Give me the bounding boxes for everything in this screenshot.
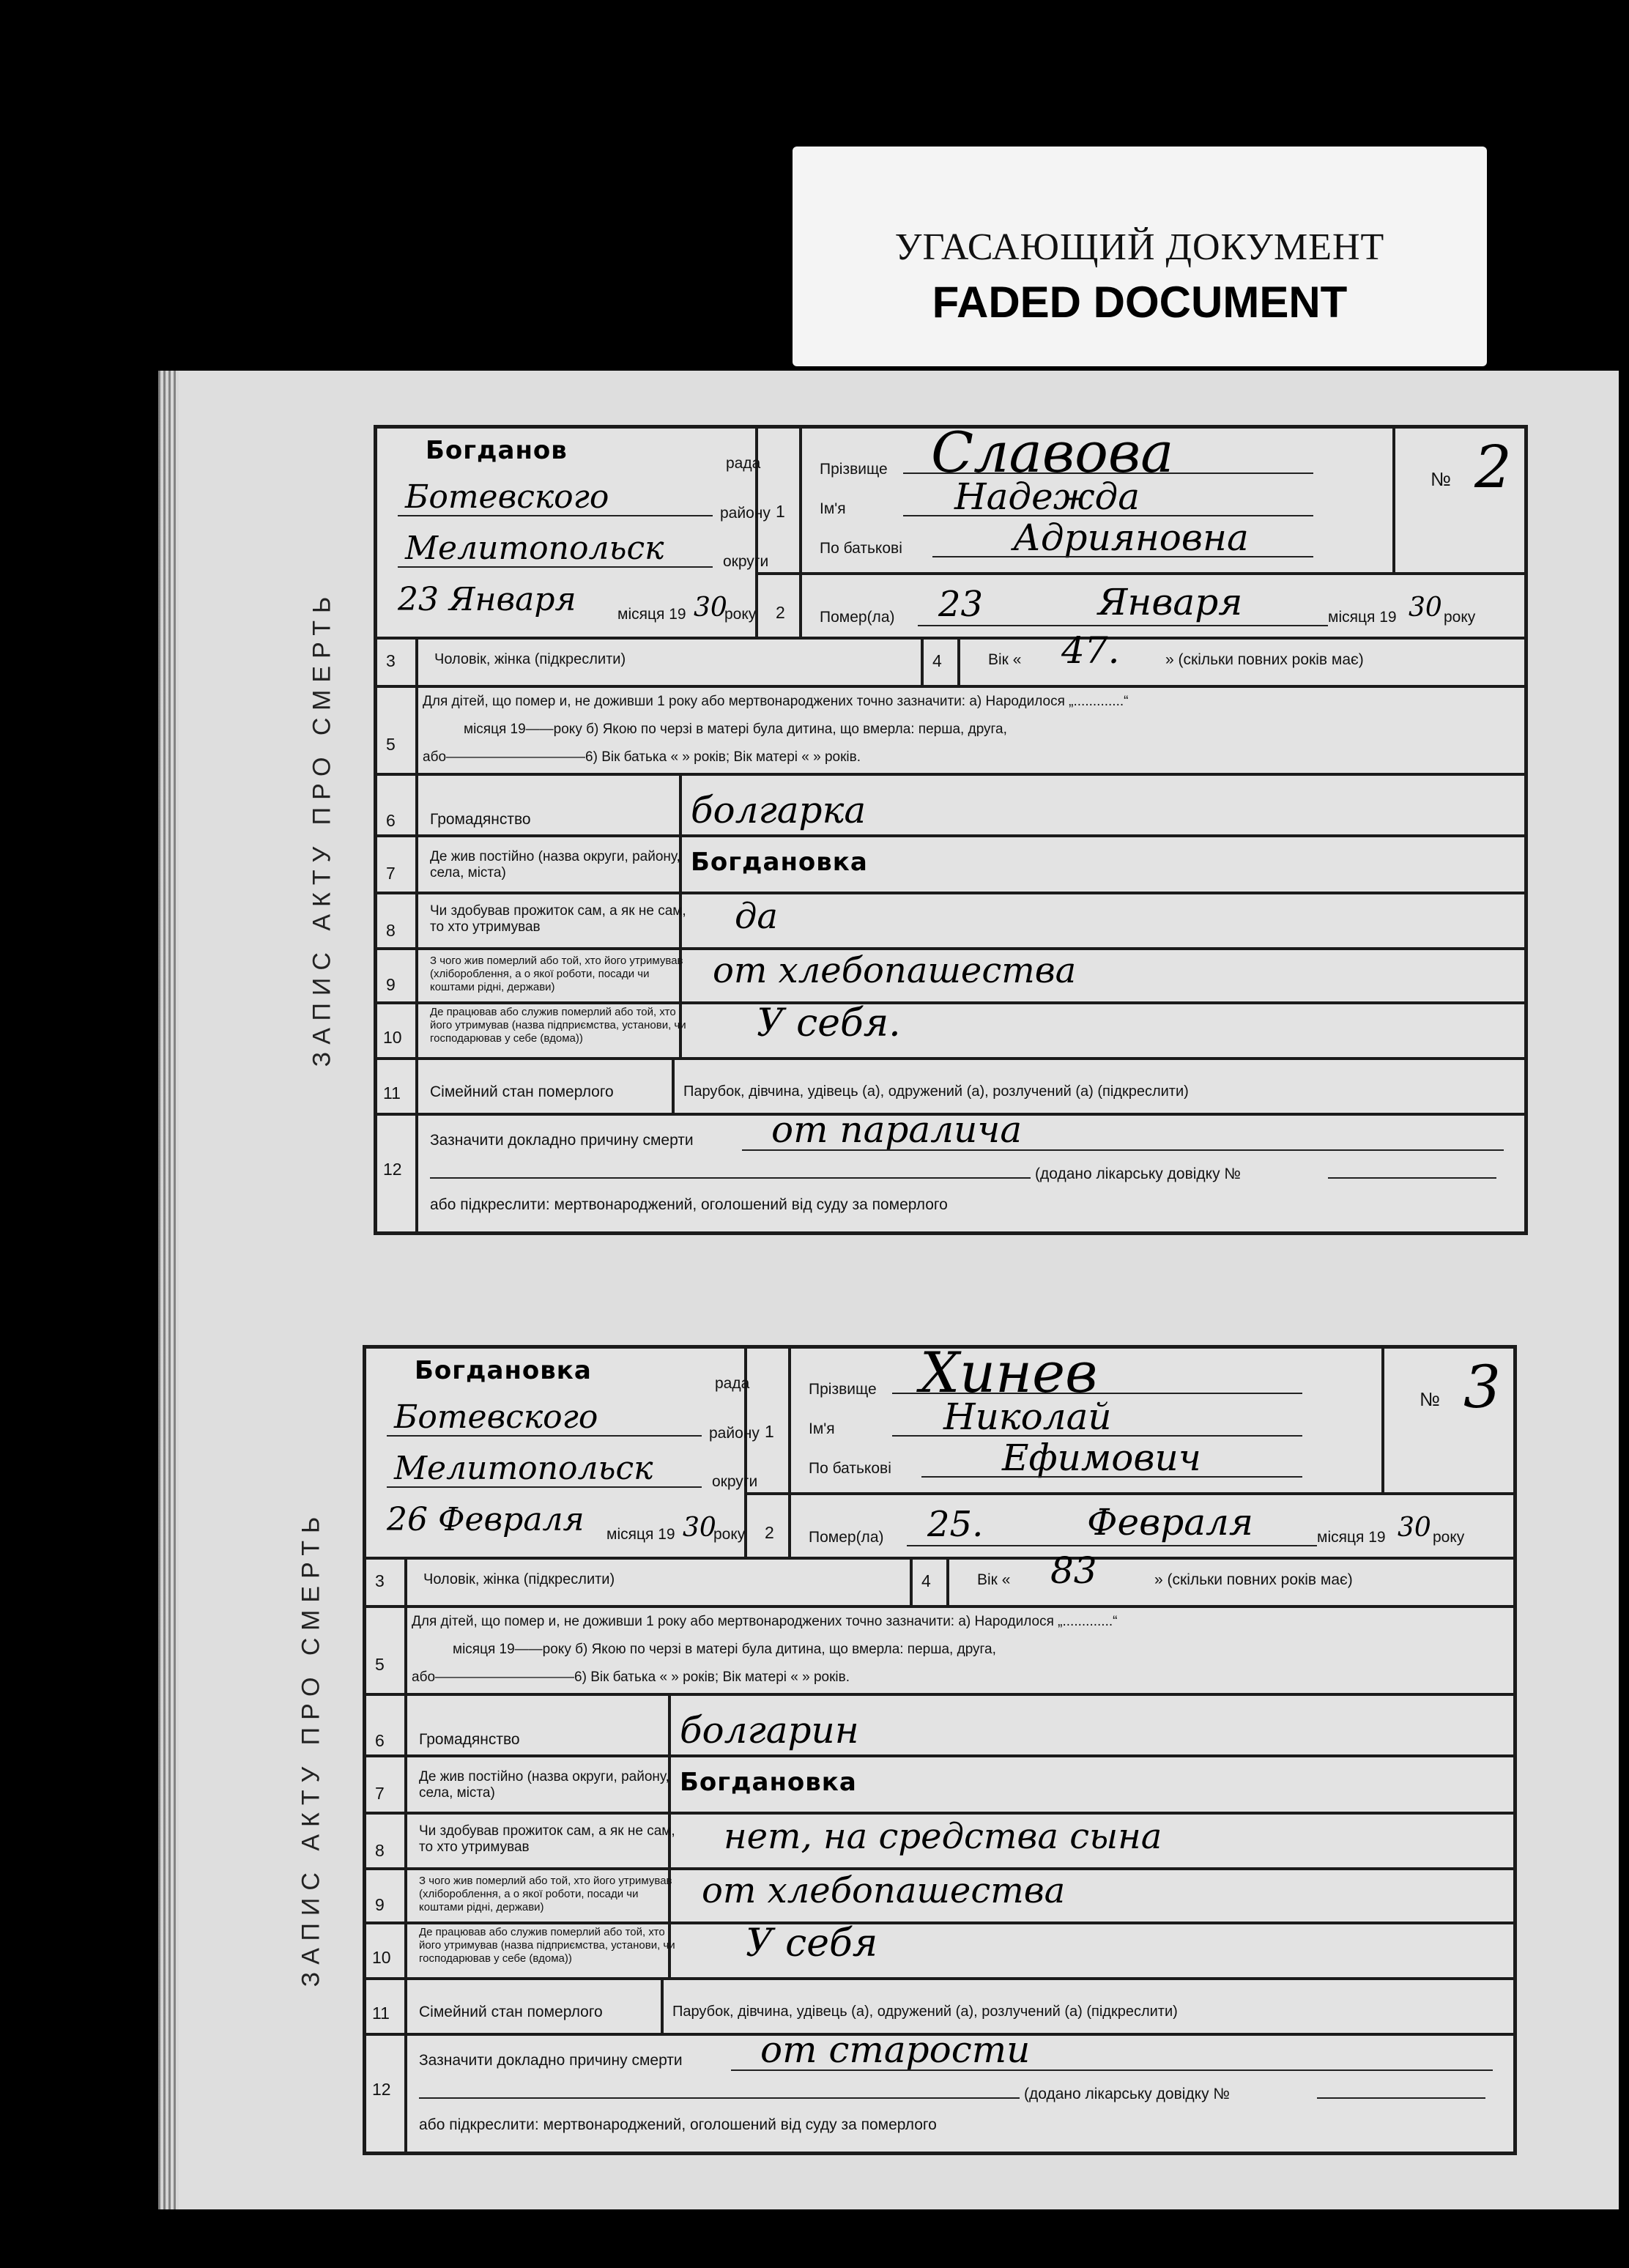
marital-label: Сімейний стан померлого: [430, 1083, 614, 1100]
binding-spine: [158, 371, 179, 2209]
death-month: Января: [1098, 581, 1243, 623]
residence-stamp: Богдановка: [691, 848, 868, 877]
surname-value: Хинев: [920, 1340, 1098, 1405]
age-label: Вік «: [977, 1571, 1011, 1588]
source-label: З чого жив померлий або той, хто його утримував (хлібороблення, а о якої роботи, посади чи коштами рідні, держави): [419, 1875, 672, 1913]
number-label: №: [1420, 1388, 1440, 1410]
registration-date: 23 Января: [398, 581, 576, 618]
side-title: ЗАПИС АКТУ ПРО СМЕРТЬ: [308, 589, 336, 1067]
okrug-value: Мелитопольск: [405, 530, 664, 567]
stillborn-label: або підкреслити: мертвонароджений, оголошений від суду за померлого: [419, 2116, 937, 2133]
patronymic-value: Адрияновна: [1013, 516, 1249, 559]
died-label: Помер(ла): [809, 1529, 884, 1546]
cause-label: Зазначити докладно причину смерти: [419, 2052, 683, 2069]
raion-value: Ботевского: [405, 478, 609, 516]
okrug-label: округи: [723, 553, 769, 570]
number-label: №: [1431, 468, 1451, 490]
age-value: 47.: [1061, 629, 1120, 672]
work-value: У себя.: [757, 1001, 901, 1045]
name-label: Ім'я: [809, 1420, 835, 1437]
sex-label: Чоловік, жінка (підкреслити): [434, 651, 626, 667]
first-name-value: Надежда: [954, 475, 1140, 518]
source-value: от хлебопашества: [702, 1870, 1066, 1911]
surname-label: Прізвище: [809, 1381, 877, 1398]
death-year: 30: [1409, 593, 1442, 623]
okrug-label: округи: [712, 1473, 758, 1490]
raion-value: Ботевского: [394, 1398, 598, 1436]
okrug-value: Мелитопольск: [394, 1450, 653, 1487]
rada-stamp: Богданов: [426, 436, 568, 465]
citizenship-label: Громадянство: [419, 1731, 520, 1748]
work-label: Де працював або служив померлий або той, хто його утримував (назва підприємства, установи, чи господарював у себе (вдома)): [419, 1926, 675, 1965]
surname-value: Славова: [931, 420, 1174, 485]
age-value: 83: [1050, 1549, 1097, 1592]
death-day: 23: [938, 584, 984, 625]
marital-label: Сімейний стан померлого: [419, 2004, 603, 2020]
citizenship-value: болгарин: [680, 1709, 859, 1752]
cause-value: от паралича: [771, 1108, 1023, 1151]
rada-label: рада: [715, 1375, 750, 1392]
residence-stamp: Богдановка: [680, 1768, 857, 1797]
cause-value: от старости: [760, 2028, 1031, 2071]
marital-options: Парубок, дівчина, удівець (а), одружений (а), розлучений (а) (підкреслити): [683, 1083, 1189, 1100]
record-form: Богдановка рада Ботевского району Мелитопольск округи 26 Февраля місяця 19 30 року 1 2 Прізвище Хинев Ім'я Николай По батькові Ефимович № 3 Помер(ла) 25. Февраля місяця 19 30 року 3 Чоловік, жінка (підкреслити) 4 Вік « 83 » (скільки повних років має) 5 Для дітей, що помер и, не доживши 1 року або мертвонароджених точно зазначити: а) Народилося „.............“ місяця 19——року б) Якою по черзі в матері була дитина, що вмерла: перша, друга, або——————————6) Вік батька « » років; Вік матері « » років. 6 Громадянство болгарин 7 Де жив постійно (назва округи, району, села, міста) Богдановка 8 Чи здобував прожиток сам, а як не сам, то хто утримував нет, на средства сына 9 З чого жив померлий або той, хто його утримував (хлібороблення, а о якої роботи, посади чи коштами рідні, держави) от хлебопашества 10 Де працював або служив померлий або той, хто його утримував (назва підприємства, установи, чи господарював у себе (вдома)) У себя 11 Сімейний стан померлого Парубок, дівчина, удівець (а), одружений (а), розлучений (а) (підкреслити) 12 Зазначити докладно причину смерти от старости (додано лікарську довідку № або підкреслити: мертвонароджений, оголошений від суду за померлого: [363, 1345, 1517, 2155]
side-title: ЗАПИС АКТУ ПРО СМЕРТЬ: [297, 1509, 325, 1987]
notice-en: FADED DOCUMENT: [932, 278, 1348, 327]
citizenship-label: Громадянство: [430, 811, 531, 828]
patronymic-label: По батькові: [809, 1460, 891, 1477]
first-name-value: Николай: [943, 1396, 1112, 1438]
registration-date: 26 Февраля: [387, 1501, 585, 1538]
marital-options: Парубок, дівчина, удівець (а), одружений (а), розлучений (а) (підкреслити): [672, 2004, 1178, 2020]
work-value: У себя: [746, 1922, 878, 1965]
raion-label: району: [709, 1425, 760, 1442]
age-label: Вік «: [988, 651, 1022, 668]
rada-label: рада: [726, 455, 761, 472]
residence-label: Де жив постійно (назва округи, району, села, міста): [430, 849, 680, 881]
death-day: 25.: [927, 1504, 984, 1545]
record-number: 3: [1463, 1353, 1501, 1421]
surname-label: Прізвище: [820, 461, 888, 478]
livelihood-label: Чи здобував прожиток сам, а як не сам, то хто утримував: [430, 903, 686, 935]
patronymic-value: Ефимович: [1002, 1437, 1201, 1479]
died-label: Помер(ла): [820, 609, 895, 626]
patronymic-label: По батькові: [820, 540, 902, 557]
citizenship-value: болгарка: [691, 789, 867, 831]
source-value: от хлебопашества: [713, 950, 1077, 991]
livelihood-value: нет, на средства сына: [724, 1816, 1162, 1857]
record-number: 2: [1474, 433, 1512, 501]
livelihood-label: Чи здобував прожиток сам, а як не сам, то хто утримував: [419, 1823, 675, 1855]
livelihood-value: да: [735, 896, 779, 937]
work-label: Де працював або служив померлий або той, хто його утримував (назва підприємства, установи, чи господарював у себе (вдома)): [430, 1006, 686, 1045]
record-form: Богданов рада Ботевского району Мелитопольск округи 23 Января місяця 19 30 року 1 2 Прізвище Славова Ім'я Надежда По батькові Адрияновна № 2 Помер(ла) 23 Января місяця 19 30 року 3 Чоловік, жінка (підкреслити) 4 Вік « 47. » (скільки повних років має) 5 Для дітей, що помер и, не доживши 1 року або мертвонароджених точно зазначити: а) Народилося „.............“ місяця 19——року б) Якою по черзі в матері була дитина, що вмерла: перша, друга, або——————————6) Вік батька « » років; Вік матері « » років. 6 Громадянство болгарка 7 Де жив постійно (назва округи, району, села, міста) Богдановка 8 Чи здобував прожиток сам, а як не сам, то хто утримував да 9 З чого жив померлий або той, хто його утримував (хлібороблення, а о якої роботи, посади чи коштами рідні, держави) от хлебопашества 10 Де працював або служив померлий або той, хто його утримував (назва підприємства, установи, чи господарював у себе (вдома)) У себя. 11 Сімейний стан померлого Парубок, дівчина, удівець (а), одружений (а), розлучений (а) (підкреслити) 12 Зазначити докладно причину смерти от паралича (додано лікарську довідку № або підкреслити: мертвонароджений, оголошений від суду за померлого: [374, 425, 1528, 1235]
faded-document-notice: [793, 147, 1487, 366]
name-label: Ім'я: [820, 500, 846, 517]
residence-label: Де жив постійно (назва округи, району, села, міста): [419, 1769, 669, 1801]
raion-label: району: [720, 505, 771, 522]
stillborn-label: або підкреслити: мертвонароджений, оголошений від суду за померлого: [430, 1196, 948, 1213]
death-month: Февраля: [1087, 1501, 1253, 1544]
cause-label: Зазначити докладно причину смерти: [430, 1132, 694, 1149]
death-year: 30: [1398, 1513, 1431, 1543]
notice-ru: УГАСАЮЩИЙ ДОКУМЕНТ: [894, 226, 1385, 268]
sex-label: Чоловік, жінка (підкреслити): [423, 1571, 615, 1587]
source-label: З чого жив померлий або той, хто його утримував (хлібороблення, а о якої роботи, посади чи коштами рідні, держави): [430, 955, 683, 993]
rada-stamp: Богдановка: [415, 1356, 592, 1385]
